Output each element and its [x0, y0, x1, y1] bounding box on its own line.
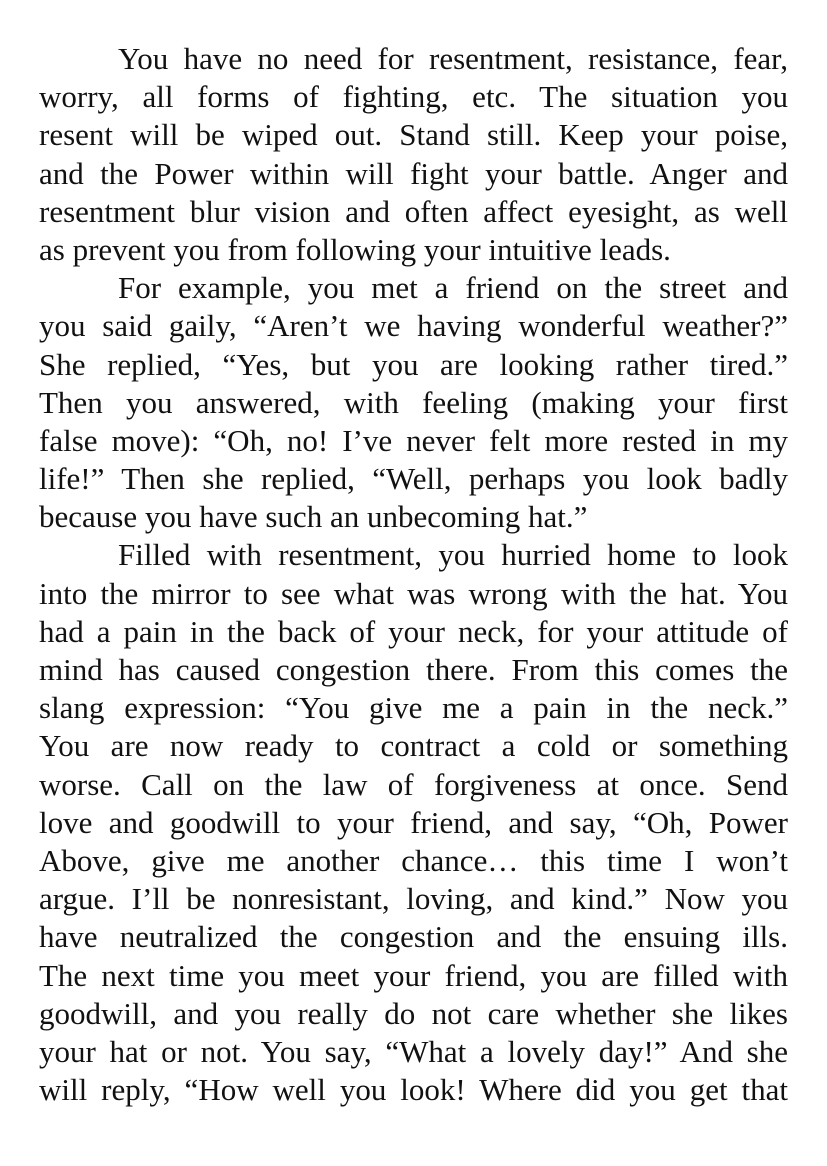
text-line: love and goodwill to your friend, and say, “Oh, Power	[39, 804, 788, 840]
text-line: argue. I’ll be nonresistant, loving, and kind.” Now you	[39, 881, 788, 917]
text-line: Above, give me another chance… this time I won’t	[39, 842, 788, 878]
paragraph-2	[39, 269, 788, 536]
text-line: and the Power within will fight your battle. Anger and	[39, 155, 788, 191]
text-line: resent will be wiped out. Stand still. Keep your poise,	[39, 117, 788, 153]
text-line: have neutralized the congestion and the ensuing ills.	[39, 919, 788, 955]
text-line: Then you answered, with feeling (making your first	[39, 384, 788, 420]
text-line: into the mirror to see what was wrong with the hat. You	[39, 575, 788, 611]
text-line: you said gaily, “Aren’t we having wonderful weather?”	[39, 308, 788, 344]
text-line: For example, you met a friend on the street and	[118, 270, 788, 306]
text-line: life!” Then she replied, “Well, perhaps you look badly	[39, 461, 788, 497]
text-line: false move): “Oh, no! I’ve never felt more rested in my	[39, 422, 788, 458]
text-line: She replied, “Yes, but you are looking rather tired.”	[39, 346, 788, 382]
paragraph-3	[39, 536, 788, 1109]
paragraph-1	[39, 40, 788, 269]
text-line: You are now ready to contract a cold or something	[39, 728, 788, 764]
text-line: mind has caused congestion there. From this comes the	[39, 652, 788, 687]
text-line: worse. Call on the law of forgiveness at once. Send	[39, 766, 788, 802]
text-line: Filled with resentment, you hurried home to look	[118, 537, 788, 573]
text-line: as prevent you from following your intuitive leads.	[39, 231, 671, 267]
text-line: your hat or not. You say, “What a lovely day!” And she	[39, 1033, 788, 1069]
text-line: The next time you meet your friend, you are filled with	[39, 957, 788, 993]
text-line: resentment blur vision and often affect eyesight, as well	[39, 193, 788, 229]
text-line: goodwill, and you really do not care whether she likes	[39, 995, 788, 1031]
text-line: because you have such an unbecoming hat.”	[39, 499, 588, 535]
text-line: You have no need for resentment, resistance, fear,	[118, 41, 788, 76]
text-line: had a pain in the back of your neck, for your attitude of	[39, 613, 788, 649]
text-line: worry, all forms of fighting, etc. The situation you	[39, 79, 788, 115]
text-line: will reply, “How well you look! Where did you get that	[39, 1072, 788, 1108]
text-line: slang expression: “You give me a pain in the neck.”	[39, 690, 788, 726]
body-text	[39, 40, 788, 1109]
